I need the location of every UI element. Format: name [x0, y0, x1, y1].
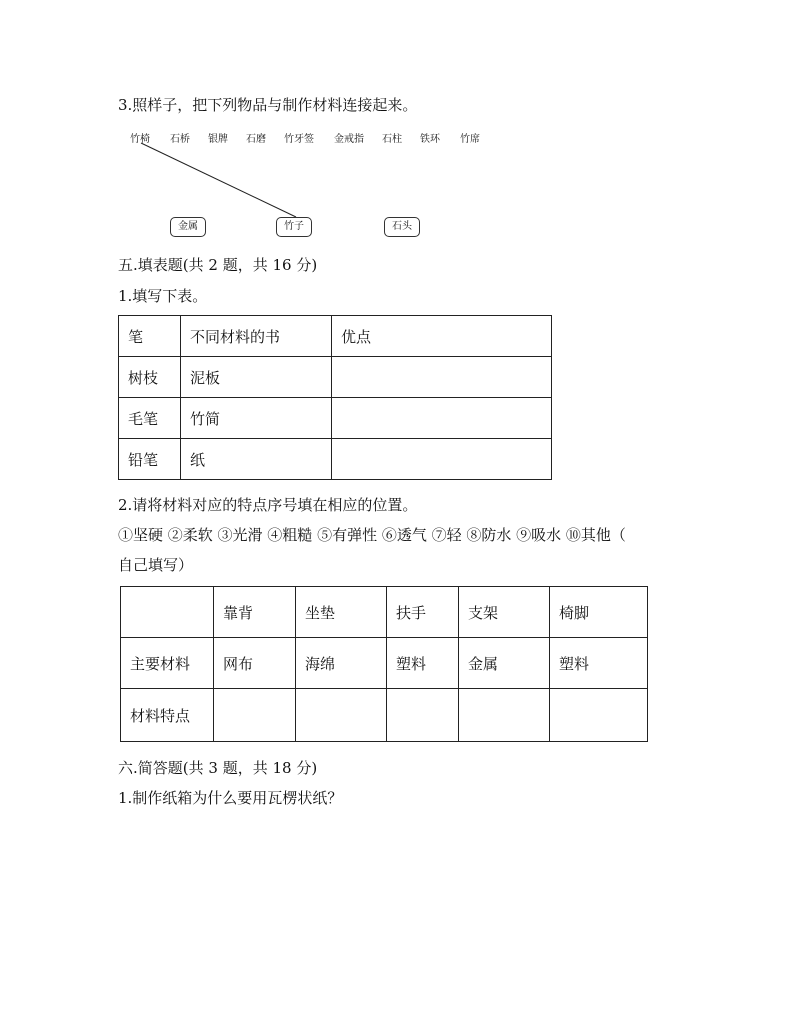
table-cell: 纸 [181, 439, 332, 480]
material-box: 石头 [384, 217, 420, 237]
table-header-cell: 椅脚 [550, 587, 648, 638]
match-item: 竹席 [460, 134, 480, 145]
material-box: 金属 [170, 217, 206, 237]
table-cell: 网布 [214, 638, 296, 689]
match-item: 石桥 [170, 134, 190, 145]
table-cell: 毛笔 [119, 398, 181, 439]
table-header-cell [121, 587, 214, 638]
match-item: 铁环 [420, 134, 440, 145]
table-header-cell: 支架 [459, 587, 550, 638]
table-header-cell: 不同材料的书 [181, 316, 332, 357]
table-cell-blank [214, 689, 296, 742]
options-line-1: ①坚硬 ②柔软 ③光滑 ④粗糙 ⑤有弹性 ⑥透气 ⑦轻 ⑧防水 ⑨吸水 ⑩其他（ [118, 526, 626, 544]
match-item: 金戒指 [334, 134, 364, 145]
table-header-cell: 扶手 [387, 587, 459, 638]
question-3-heading: 3.照样子，把下列物品与制作材料连接起来。 [118, 96, 418, 114]
table-header-cell: 优点 [332, 316, 552, 357]
match-item: 石柱 [382, 134, 402, 145]
chair-material-table [120, 586, 648, 742]
table-header-cell: 靠背 [214, 587, 296, 638]
table-cell-blank [296, 689, 387, 742]
table-cell: 竹简 [181, 398, 332, 439]
table-cell: 铅笔 [119, 439, 181, 480]
match-item: 竹椅 [130, 134, 150, 145]
table-cell-blank [332, 357, 552, 398]
material-box: 竹子 [276, 217, 312, 237]
options-line-2: 自己填写） [118, 556, 194, 574]
section-6-heading: 六.简答题(共 3 题，共 18 分) [118, 759, 318, 777]
table-cell: 树枝 [119, 357, 181, 398]
table-row-label: 材料特点 [121, 689, 214, 742]
table-cell: 泥板 [181, 357, 332, 398]
section-5-heading: 五.填表题(共 2 题，共 16 分) [118, 256, 318, 274]
table-cell: 海绵 [296, 638, 387, 689]
table-cell: 塑料 [387, 638, 459, 689]
table-header-cell: 笔 [119, 316, 181, 357]
table-cell-blank [332, 439, 552, 480]
table-row-label: 主要材料 [121, 638, 214, 689]
question-6-1: 1.制作纸箱为什么要用瓦楞状纸？ [118, 789, 343, 807]
table-cell-blank [459, 689, 550, 742]
match-item: 竹牙签 [284, 134, 314, 145]
table-header-cell: 坐垫 [296, 587, 387, 638]
question-2-heading: 2.请将材料对应的特点序号填在相应的位置。 [118, 496, 418, 514]
table-cell-blank [332, 398, 552, 439]
table-cell-blank [550, 689, 648, 742]
question-1-heading: 1.填写下表。 [118, 287, 208, 305]
pen-book-table [118, 315, 552, 480]
table-cell-blank [387, 689, 459, 742]
match-item: 银牌 [208, 134, 228, 145]
table-cell: 金属 [459, 638, 550, 689]
match-item: 石磨 [246, 134, 266, 145]
table-cell: 塑料 [550, 638, 648, 689]
